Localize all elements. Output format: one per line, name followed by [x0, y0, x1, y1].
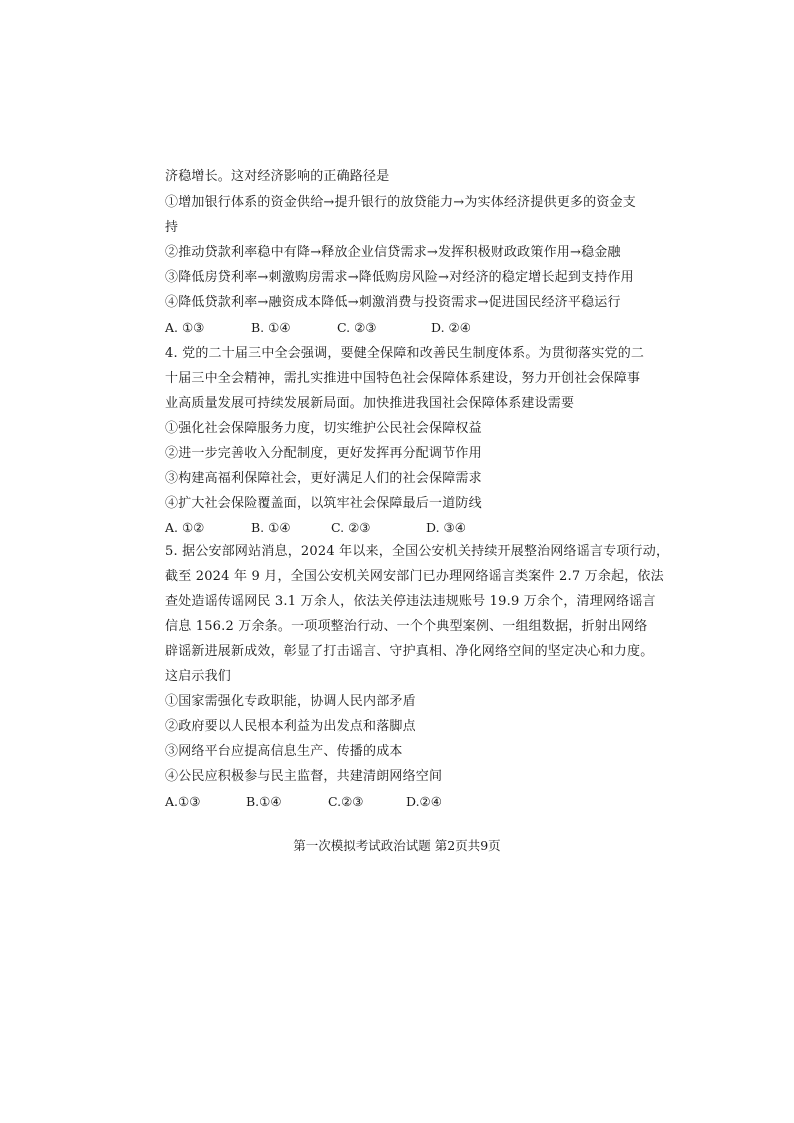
q4-stem-line2: 十届三中全会精神，需扎实推进中国特色社会保障体系建设，努力开创社会保障事 — [165, 371, 641, 386]
q3-item1-line2: 持 — [165, 220, 179, 235]
q3-option-d: D. ②④ — [431, 320, 471, 335]
q4-item3: ③构建高福利保障社会，更好满足人们的社会保障需求 — [165, 471, 482, 486]
q3-item2: ②推动贷款利率稳中有降→释放企业信贷需求→发挥积极财政政策作用→稳金融 — [165, 245, 621, 260]
q3-item4: ④降低贷款利率→融资成本降低→刺激消费与投资需求→促进国民经济平稳运行 — [165, 295, 621, 310]
q4-option-a: A. ①② — [165, 520, 205, 535]
q5-option-a: A.①③ — [165, 794, 201, 809]
q3-option-b: B. ①④ — [251, 320, 291, 335]
q4-stem-line3: 业高质量发展可持续发展新局面。加快推进我国社会保障体系建设需要 — [165, 396, 575, 411]
q5-stem-line6: 这启示我们 — [165, 669, 232, 684]
q5-stem-line5: 辟谣新进展新成效，彰显了打击谣言、守护真相、净化网络空间的坚定决心和力度。 — [165, 644, 654, 659]
q5-item3: ③网络平台应提高信息生产、传播的成本 — [165, 744, 403, 759]
q5-option-d: D.②④ — [406, 794, 442, 809]
q4-option-c: C. ②③ — [331, 520, 371, 535]
q5-stem-line2: 截至 2024 年 9 月，全国公安机关网安部门已办理网络谣言类案件 2.7 万余起，依法 — [165, 569, 664, 584]
page-footer: 第一次模拟考试政治试题 第2页共9页 — [293, 838, 501, 853]
q4-stem-line1: 4. 党的二十届三中全会强调，要健全保障和改善民生制度体系。为贯彻落实党的二 — [165, 346, 645, 361]
q3-option-c: C. ②③ — [337, 320, 377, 335]
q5-stem-line1: 5. 据公安部网站消息，2024 年以来，全国公安机关持续开展整治网络谣言专项行动， — [165, 544, 670, 559]
q3-option-a: A. ①③ — [165, 320, 205, 335]
q4-option-b: B. ①④ — [251, 520, 291, 535]
q3-item3: ③降低房贷利率→刺激购房需求→降低购房风险→对经济的稳定增长起到支持作用 — [165, 270, 634, 285]
q5-option-b: B.①④ — [246, 794, 282, 809]
q3-intro: 济稳增长。这对经济影响的正确路径是 — [165, 169, 390, 184]
q5-item4: ④公民应积极参与民主监督，共建清朗网络空间 — [165, 769, 443, 784]
q5-stem-line4: 信息 156.2 万余条。一项项整治行动、一个个典型案例、一组组数据，折射出网络 — [165, 619, 648, 634]
q5-option-c: C.②③ — [328, 794, 364, 809]
q5-item1: ①国家需强化专政职能，协调人民内部矛盾 — [165, 694, 416, 709]
q4-option-d: D. ③④ — [426, 520, 466, 535]
q4-item2: ②进一步完善收入分配制度，更好发挥再分配调节作用 — [165, 446, 482, 461]
q3-item1-line1: ①增加银行体系的资金供给→提升银行的放贷能力→为实体经济提供更多的资金支 — [165, 195, 636, 210]
q5-stem-line3: 查处造谣传谣网民 3.1 万余人，依法关停违法违规账号 19.9 万余个，清理网络谣言 — [165, 594, 656, 609]
q4-item1: ①强化社会保障服务力度，切实维护公民社会保障权益 — [165, 421, 482, 436]
q5-item2: ②政府要以人民根本利益为出发点和落脚点 — [165, 719, 416, 734]
q4-item4: ④扩大社会保险覆盖面，以筑牢社会保障最后一道防线 — [165, 496, 482, 511]
